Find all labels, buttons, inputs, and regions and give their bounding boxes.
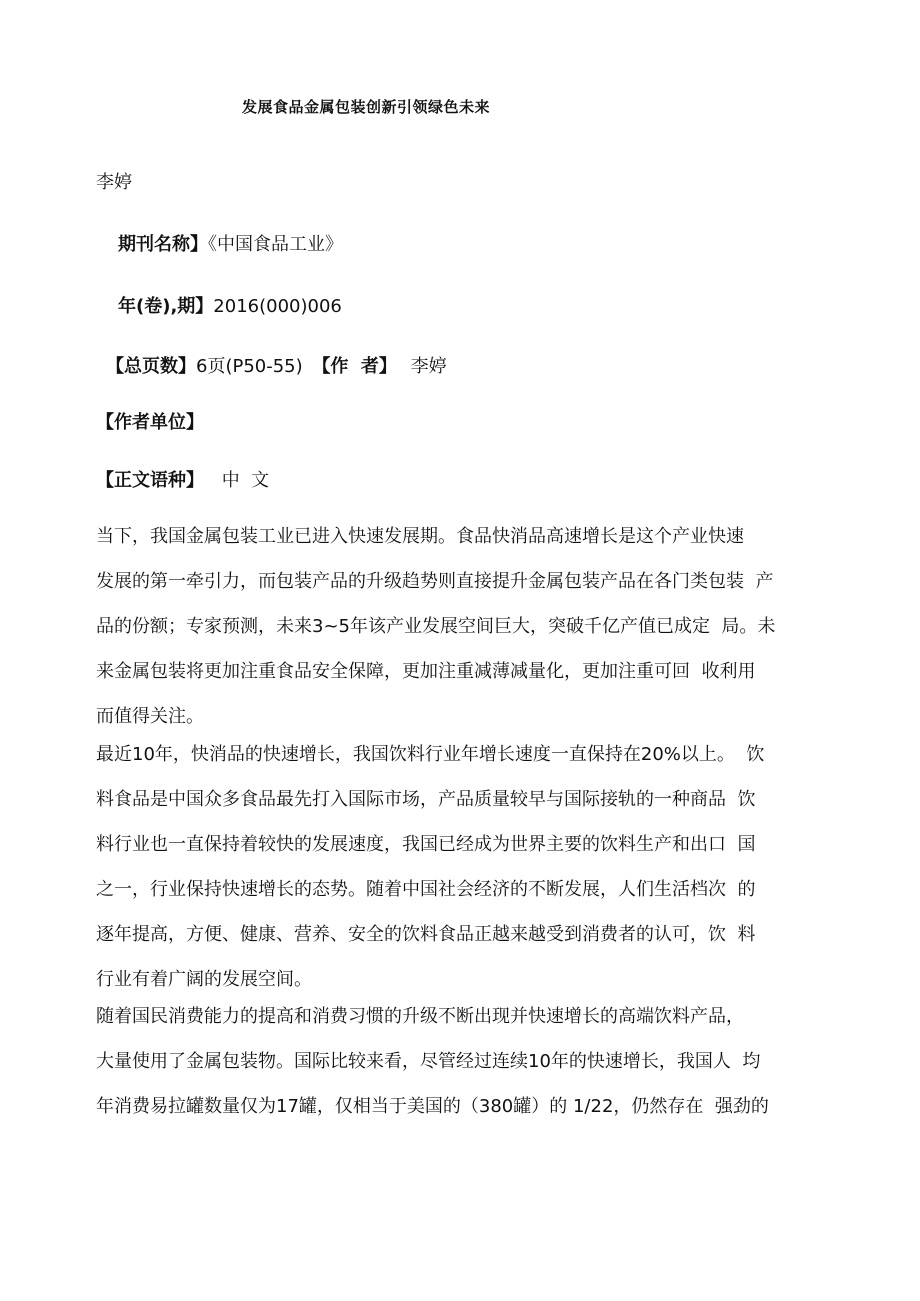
paragraph-line: 当下，我国金属包装工业已进入快速发展期。食品快消品高速增长是这个产业快速 xyxy=(96,526,744,547)
unit-label: 【作者单位】 xyxy=(96,412,204,433)
paragraph-line: 料食品是中国众多食品最先打入国际市场，产品质量较早与国际接轨的一种商品 饮 xyxy=(96,789,756,810)
paragraph-line: 大量使用了金属包装物。国际比较来看，尽管经过连续10年的快速增长，我国人 均 xyxy=(96,1051,761,1072)
paragraph-line: 品的份额；专家预测，未来3~5年该产业发展空间巨大，突破千亿产值已成定 局。未 xyxy=(96,616,776,637)
pages-author-row xyxy=(106,352,447,378)
journal-value: 《中国食品工业》 xyxy=(208,234,343,255)
author-value: 李婷 xyxy=(410,356,447,377)
paragraph-line: 年消费易拉罐数量仅为17罐，仅相当于美国的（380罐）的 1/22，仍然存在 强劲的 xyxy=(96,1096,769,1117)
pages-value: 6页(P50-55) xyxy=(196,356,303,377)
journal-row xyxy=(118,230,343,256)
paragraph-line: 来金属包装将更加注重食品安全保障，更加注重减薄减量化，更加注重可回 收利用 xyxy=(96,661,756,682)
paragraph-line: 逐年提高，方便、健康、营养、安全的饮料食品正越来越受到消费者的认可，饮 料 xyxy=(96,924,756,945)
volume-label: 年(卷),期】 xyxy=(118,296,214,317)
paragraph-1 xyxy=(96,522,775,732)
volume-value: 2016(000)006 xyxy=(213,296,342,317)
language-row xyxy=(96,466,269,492)
pages-label: 【总页数】 xyxy=(106,356,196,377)
paragraph-line: 料行业也一直保持着较快的发展速度，我国已经成为世界主要的饮料生产和出口 国 xyxy=(96,834,756,855)
paragraph-3 xyxy=(96,1002,769,1137)
language-value: 中 文 xyxy=(221,470,270,491)
document-title: 发展食品金属包装创新引领绿色未来 xyxy=(242,98,491,116)
author-line: 李婷 xyxy=(96,172,132,193)
paragraph-2 xyxy=(96,740,764,995)
author-label: 【作 者】 xyxy=(312,356,397,377)
paragraph-line: 最近10年，快消品的快速增长，我国饮料行业年增长速度一直保持在20%以上。 饮 xyxy=(96,744,765,765)
journal-label: 期刊名称】 xyxy=(118,234,208,255)
volume-row xyxy=(118,292,342,318)
paragraph-line: 随着国民消费能力的提高和消费习惯的升级不断出现并快速增长的高端饮料产品， xyxy=(96,1006,744,1027)
language-label: 【正文语种】 xyxy=(96,470,204,491)
paragraph-line: 之一，行业保持快速增长的态势。随着中国社会经济的不断发展，人们生活档次 的 xyxy=(96,879,756,900)
paragraph-line: 行业有着广阔的发展空间。 xyxy=(96,969,312,990)
paragraph-line: 发展的第一牵引力，而包装产品的升级趋势则直接提升金属包装产品在各门类包装 产 xyxy=(96,571,774,592)
paragraph-line: 而值得关注。 xyxy=(96,706,204,727)
